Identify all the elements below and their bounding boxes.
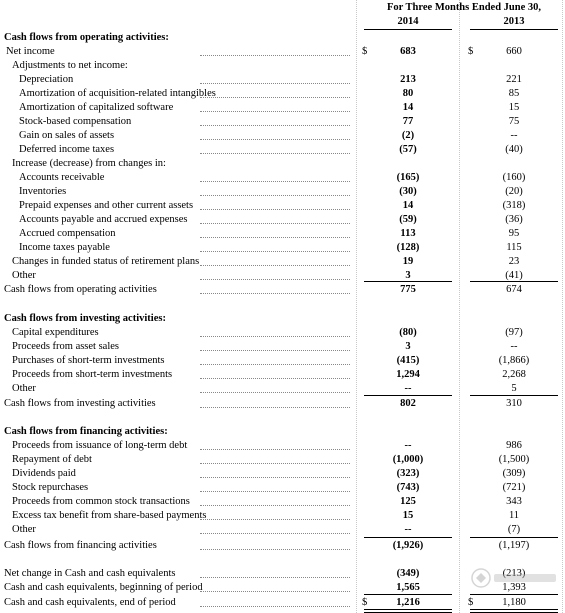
value-2014: 14 [402, 102, 414, 113]
subtotal-rule [470, 395, 558, 396]
leader-dots [200, 45, 350, 56]
leader-dots [200, 397, 350, 408]
value-2014: -- [404, 383, 412, 394]
statement-row [0, 185, 565, 199]
header-underline-2013 [470, 29, 558, 30]
value-2013: 2,268 [502, 369, 526, 380]
row-label: Cash and cash equivalents, beginning of period [4, 582, 203, 593]
leader-dots [200, 115, 350, 126]
row-label: Repayment of debt [12, 454, 92, 465]
value-2013: (7) [507, 524, 521, 535]
leader-dots [200, 596, 350, 607]
leader-dots [200, 340, 350, 351]
leader-dots [200, 326, 350, 337]
statement-row [0, 129, 565, 143]
value-2014: 213 [400, 74, 416, 85]
row-label: Deferred income taxes [19, 144, 115, 155]
row-label: Changes in funded status of retirement plans [12, 256, 200, 267]
statement-row [0, 453, 565, 467]
statement-row [0, 59, 565, 73]
leader-dots [200, 199, 350, 210]
row-label: Cash flows from financing activities [4, 540, 157, 551]
row-label: Proceeds from asset sales [12, 341, 120, 352]
value-2013: 11 [508, 510, 520, 521]
statement-row [0, 481, 565, 495]
statement-row [0, 439, 565, 453]
value-2013: (721) [502, 482, 526, 493]
grand-total-double-rule [470, 609, 558, 613]
leader-dots [200, 523, 350, 534]
row-label: Gain on sales of assets [19, 130, 115, 141]
leader-dots [200, 467, 350, 478]
value-2014: 3 [405, 270, 411, 281]
leader-dots [200, 495, 350, 506]
row-label: Net change in Cash and cash equivalents [4, 568, 176, 579]
statement-row [0, 523, 565, 537]
leader-dots [200, 354, 350, 365]
value-2014: (415) [396, 355, 420, 366]
currency-symbol: $ [468, 597, 474, 608]
value-2014: 1,565 [396, 582, 420, 593]
leader-dots [200, 481, 350, 492]
row-label: Accounts payable and accrued expenses [19, 214, 188, 225]
section-heading-financing [0, 425, 565, 439]
row-label: Inventories [19, 186, 67, 197]
row-label: Cash flows from operating activities [4, 284, 157, 295]
value-2013: (318) [502, 200, 526, 211]
value-2014: (2) [401, 130, 415, 141]
row-label: Other [12, 270, 36, 281]
statement-row [0, 227, 565, 241]
value-2013: (1,500) [498, 454, 530, 465]
value-2014: (323) [396, 468, 420, 479]
statement-row [0, 241, 565, 255]
value-2014: 683 [400, 46, 416, 57]
value-2013: (309) [502, 468, 526, 479]
currency-symbol: $ [362, 46, 368, 57]
row-label: Proceeds from issuance of long-term debt [12, 440, 188, 451]
statement-row [0, 340, 565, 354]
value-2014: (165) [396, 172, 420, 183]
leader-dots [200, 581, 350, 592]
value-2014: (80) [399, 327, 417, 338]
section-heading-operating [0, 31, 565, 45]
value-2014: 77 [402, 116, 414, 127]
leader-dots [200, 269, 350, 280]
column-header-2014: 2014 [397, 16, 419, 27]
row-label: Net income [6, 46, 55, 57]
statement-row [0, 509, 565, 523]
section-title: Cash flows from financing activities: [4, 426, 168, 437]
subtotal-rule [470, 594, 558, 595]
value-2013: 15 [508, 102, 520, 113]
leader-dots [200, 185, 350, 196]
value-2014: 1,294 [396, 369, 420, 380]
value-2014: 14 [402, 200, 414, 211]
value-2014: 125 [400, 496, 416, 507]
row-label: Excess tax benefit from share-based payments [12, 510, 207, 521]
value-2014: 3 [405, 341, 411, 352]
leader-dots [200, 453, 350, 464]
leader-dots [200, 171, 350, 182]
subtotal-rule [364, 395, 452, 396]
row-label: Amortization of capitalized software [19, 102, 174, 113]
column-header-2013: 2013 [503, 16, 525, 27]
value-2013: 115 [506, 242, 522, 253]
statement-row [0, 87, 565, 101]
currency-symbol: $ [362, 597, 368, 608]
leader-dots [200, 73, 350, 84]
leader-dots [200, 255, 350, 266]
value-2014: -- [404, 440, 412, 451]
row-label: Accrued compensation [19, 228, 116, 239]
row-label: Proceeds from short-term investments [12, 369, 173, 380]
value-2013: 310 [506, 398, 522, 409]
leader-dots [200, 539, 350, 550]
value-2013: 660 [506, 46, 522, 57]
value-2014: (30) [399, 186, 417, 197]
value-2014: (57) [399, 144, 417, 155]
leader-dots [200, 87, 350, 98]
value-2013: -- [510, 341, 518, 352]
statement-row [0, 213, 565, 227]
row-label: Purchases of short-term investments [12, 355, 165, 366]
row-label: Other [12, 524, 36, 535]
value-2014: 1,216 [396, 597, 420, 608]
value-2014: 80 [402, 88, 414, 99]
value-2014: 19 [402, 256, 414, 267]
statement-row [0, 326, 565, 340]
header-underline-2014 [364, 29, 452, 30]
statement-row [0, 354, 565, 368]
value-2013: 674 [506, 284, 522, 295]
value-2013: 75 [508, 116, 520, 127]
statement-row [0, 143, 565, 157]
value-2014: (59) [399, 214, 417, 225]
value-2013: (1,197) [498, 540, 530, 551]
statement-row [0, 157, 565, 171]
section-title: Cash flows from investing activities: [4, 313, 166, 324]
value-2013: 343 [506, 496, 522, 507]
statement-row [0, 255, 565, 269]
value-2014: 775 [400, 284, 416, 295]
statement-row [0, 368, 565, 382]
grand-total-double-rule [364, 609, 452, 613]
row-label: Cash flows from investing activities [4, 398, 156, 409]
currency-symbol: $ [468, 46, 474, 57]
value-2013: 95 [508, 228, 520, 239]
value-2013: (97) [505, 327, 523, 338]
row-label: Amortization of acquisition-related intangibles [19, 88, 216, 99]
statement-row [0, 539, 565, 553]
value-2013: (20) [505, 186, 523, 197]
value-2014: (349) [396, 568, 420, 579]
leader-dots [200, 509, 350, 520]
value-2013: (36) [505, 214, 523, 225]
subtotal-rule [364, 537, 452, 538]
value-2014: 113 [400, 228, 416, 239]
value-2014: (128) [396, 242, 420, 253]
value-2013: 221 [506, 74, 522, 85]
value-2014: (743) [396, 482, 420, 493]
value-2013: 1,393 [502, 582, 526, 593]
row-label: Income taxes payable [19, 242, 110, 253]
watermark-logo [470, 566, 560, 590]
statement-row [0, 73, 565, 87]
leader-dots [200, 129, 350, 140]
value-2013: 23 [508, 256, 520, 267]
row-label: Adjustments to net income: [12, 60, 128, 71]
statement-row [0, 382, 565, 396]
row-label: Cash and cash equivalents, end of period [4, 597, 176, 608]
value-2013: 85 [508, 88, 520, 99]
row-label: Accounts receivable [19, 172, 105, 183]
row-label: Capital expenditures [12, 327, 99, 338]
value-2014: -- [404, 524, 412, 535]
row-label: Depreciation [19, 74, 74, 85]
row-label: Prepaid expenses and other current assets [19, 200, 194, 211]
statement-row [0, 101, 565, 115]
value-2013: -- [510, 130, 518, 141]
value-2014: (1,926) [392, 540, 424, 551]
section-heading-investing [0, 312, 565, 326]
subtotal-rule [364, 281, 452, 282]
value-2014: 15 [402, 510, 414, 521]
statement-row [0, 115, 565, 129]
leader-dots [200, 227, 350, 238]
row-label: Stock repurchases [12, 482, 89, 493]
statement-row [0, 495, 565, 509]
value-2014: 802 [400, 398, 416, 409]
value-2013: (213) [502, 568, 526, 579]
row-label: Dividends paid [12, 468, 76, 479]
statement-row [0, 467, 565, 481]
value-2013: 986 [506, 440, 522, 451]
statement-row [0, 283, 565, 297]
subtotal-rule [364, 594, 452, 595]
value-2014: (1,000) [392, 454, 424, 465]
value-2013: 5 [511, 383, 517, 394]
row-label: Increase (decrease) from changes in: [12, 158, 166, 169]
value-2013: (41) [505, 270, 523, 281]
leader-dots [200, 567, 350, 578]
value-2013: 1,180 [502, 597, 526, 608]
statement-row [0, 199, 565, 213]
leader-dots [200, 241, 350, 252]
subtotal-rule [470, 537, 558, 538]
leader-dots [200, 213, 350, 224]
value-2013: (1,866) [498, 355, 530, 366]
section-title: Cash flows from operating activities: [4, 32, 169, 43]
leader-dots [200, 368, 350, 379]
row-label: Stock-based compensation [19, 116, 132, 127]
leader-dots [200, 283, 350, 294]
statement-row [0, 171, 565, 185]
period-header: For Three Months Ended June 30, [386, 2, 542, 13]
leader-dots [200, 382, 350, 393]
leader-dots [200, 101, 350, 112]
row-label: Other [12, 383, 36, 394]
row-label: Proceeds from common stock transactions [12, 496, 190, 507]
leader-dots [200, 439, 350, 450]
statement-row [0, 45, 565, 59]
subtotal-rule [470, 281, 558, 282]
statement-row [0, 397, 565, 411]
leader-dots [200, 143, 350, 154]
statement-row [0, 596, 565, 610]
value-2013: (160) [502, 172, 526, 183]
value-2013: (40) [505, 144, 523, 155]
